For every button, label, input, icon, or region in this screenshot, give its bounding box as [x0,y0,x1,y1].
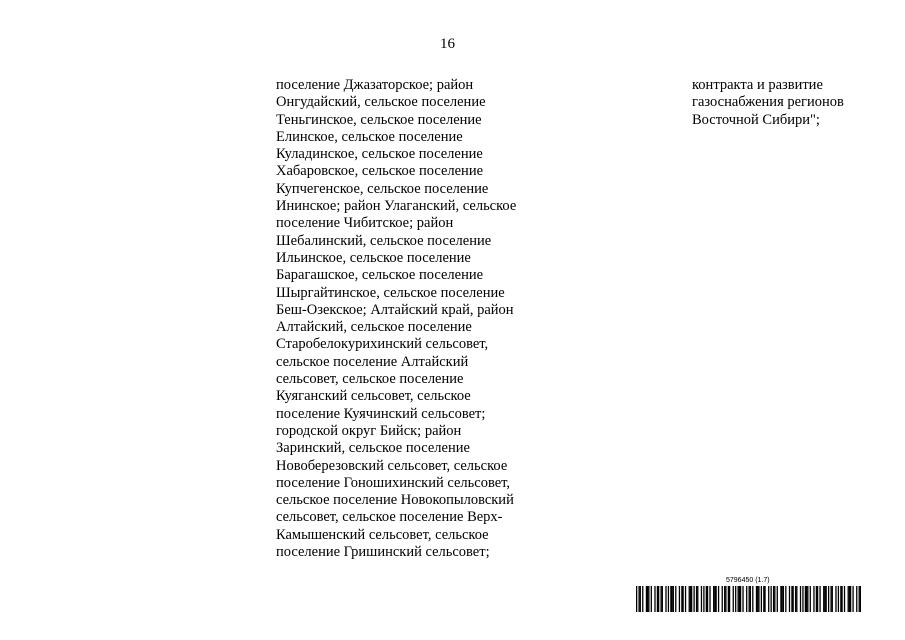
barcode-bar [807,586,808,612]
text-line: Купчегенское, сельское поселение [276,180,489,197]
text-line: Восточной Сибири"; [692,111,820,128]
barcode-bar [806,586,807,612]
barcode-block [636,577,861,613]
barcode-bar [859,586,860,612]
barcode-bar [709,586,710,612]
text-line: Елинское, сельское поселение [276,128,463,145]
barcode-bar [640,586,641,612]
barcode-bar [725,586,726,612]
barcode-bar [817,586,818,612]
barcode-bar [693,586,694,612]
barcode-bar [701,586,702,612]
barcode-bar [800,586,801,612]
right-column-text [692,77,892,129]
text-line: Хабаровское, сельское поселение [276,163,484,180]
barcode-bar [728,586,729,612]
text-line: Беш-Озекское; Алтайский край, район [276,301,514,318]
barcode-bar [841,586,842,612]
barcode-bar [662,586,663,612]
barcode-bar [764,586,765,612]
barcode-bar [685,586,686,612]
barcode-bar [844,586,845,612]
text-line: Шебалинский, сельское поселение [276,232,492,249]
text-line: Барагашское, сельское поселение [276,267,484,284]
barcode-bar [671,586,672,612]
barcode-bar [752,586,753,612]
barcode-bar [737,586,738,612]
barcode-bar [636,586,637,612]
barcode-bar [757,586,758,612]
barcode-bar [715,586,716,612]
barcode-bar [714,586,715,612]
barcode-bar [682,586,683,612]
text-line: поселение Гришинский сельсовет; [276,544,490,561]
page-number: 16 [440,36,455,52]
barcode-bar [783,586,784,612]
barcode-bar [763,586,764,612]
barcode-bar [742,586,743,612]
barcode-bar [707,586,708,612]
barcode-bar [761,586,762,612]
text-line: Онгудайский, сельское поселение [276,94,486,111]
barcode-bar [805,586,806,612]
barcode-bar [648,586,649,612]
barcode-bar [697,586,698,612]
barcode-bar [852,586,853,612]
barcode-bar [777,586,778,612]
text-line: сельсовет, сельское поселение Верх- [276,509,503,526]
barcode-bar [789,586,790,612]
text-line: поселение Чибитское; район [276,215,454,232]
barcode-bar [830,586,831,612]
text-line: Ильинское, сельское поселение [276,249,471,266]
text-line: Шыргайтинское, сельское поселение [276,284,505,301]
text-line: Куладинское, сельское поселение [276,146,483,163]
barcode-bar [771,586,772,612]
barcode-bar [668,586,669,612]
barcode-bar [703,586,704,612]
barcode-bar [819,586,820,612]
barcode-bar [773,586,774,612]
text-line: Алтайский, сельское поселение [276,319,472,336]
text-line: сельское поселение Алтайский [276,353,469,370]
barcode-bar [785,586,786,612]
barcode-bar [681,586,682,612]
barcode-bar [780,586,781,612]
barcode-bar [638,586,639,612]
barcode-bar [691,586,692,612]
barcode-bar [689,586,690,612]
barcode-bar [658,586,659,612]
barcode-bar [739,586,740,612]
barcode-bar [660,586,661,612]
text-line: газоснабжения регионов [692,94,844,111]
text-line: контракта и развитие [692,77,823,93]
barcode-bar [856,586,857,612]
barcode-bar [849,586,850,612]
barcode-bar [647,586,648,612]
barcode-bar [722,586,723,612]
barcode-bar [670,586,671,612]
barcode-bar [654,586,655,612]
text-line: Куяганский сельсовет, сельское [276,388,471,405]
barcode-bar [673,586,674,612]
barcode-bar [724,586,725,612]
text-line: поселение Гоношихинский сельсовет, [276,474,511,491]
barcode-bar [646,586,647,612]
barcode-bar [828,586,829,612]
barcode-bar [696,586,697,612]
text-line: городской округ Бийск; район [276,422,462,439]
barcode-bar [850,586,851,612]
barcode-bar [642,586,643,612]
barcode-bar [848,586,849,612]
text-line: Заринский, сельское поселение [276,440,470,457]
barcode-bar [657,586,658,612]
barcode-bar [706,586,707,612]
barcode-bar [750,586,751,612]
barcode-bar [860,586,861,612]
barcode-bar [729,586,730,612]
barcode-bar [838,586,839,612]
barcode-bar [840,586,841,612]
barcode-bar [835,586,836,612]
barcode-bar [832,586,833,612]
text-line: сельсовет, сельское поселение [276,371,464,388]
barcode-bar [774,586,775,612]
barcode-bar [791,586,792,612]
barcode-bar [749,586,750,612]
barcode-bar [802,586,803,612]
barcode-bar [824,586,825,612]
barcode-bar [793,586,794,612]
barcode-bar [740,586,741,612]
barcode-bar [718,586,719,612]
text-line: поселение Куячинский сельсовет; [276,405,486,422]
text-line: Старобелокурихинский сельсовет, [276,336,489,353]
text-line: сельское поселение Новокопыловский [276,492,514,509]
barcode-bar [813,586,814,612]
barcode-bar [679,586,680,612]
barcode-bar [758,586,759,612]
barcode-bar [665,586,666,612]
barcode-bar [796,586,797,612]
left-column-text [276,77,576,561]
barcode-bar [713,586,714,612]
barcode-bar [816,586,817,612]
barcode [636,586,861,612]
text-line: Теньгинское, сельское поселение [276,111,482,128]
barcode-bar [795,586,796,612]
barcode-bar [746,586,747,612]
barcode-bar [826,586,827,612]
barcode-bar [690,586,691,612]
text-line: Камышенский сельсовет, сельское [276,526,489,543]
barcode-bar [768,586,769,612]
barcode-bar [651,586,652,612]
barcode-bar [823,586,824,612]
text-line: Новоберезовский сельсовет, сельское [276,457,508,474]
barcode-caption: 5796450 (1.7) [726,577,770,584]
barcode-bar [733,586,734,612]
barcode-bar [756,586,757,612]
barcode-bar [675,586,676,612]
barcode-bar [810,586,811,612]
barcode-bar [782,586,783,612]
barcode-bar [735,586,736,612]
text-line: поселение Джазаторское; район [276,77,474,93]
text-line: Ининское; район Улаганский, сельское [276,198,517,215]
